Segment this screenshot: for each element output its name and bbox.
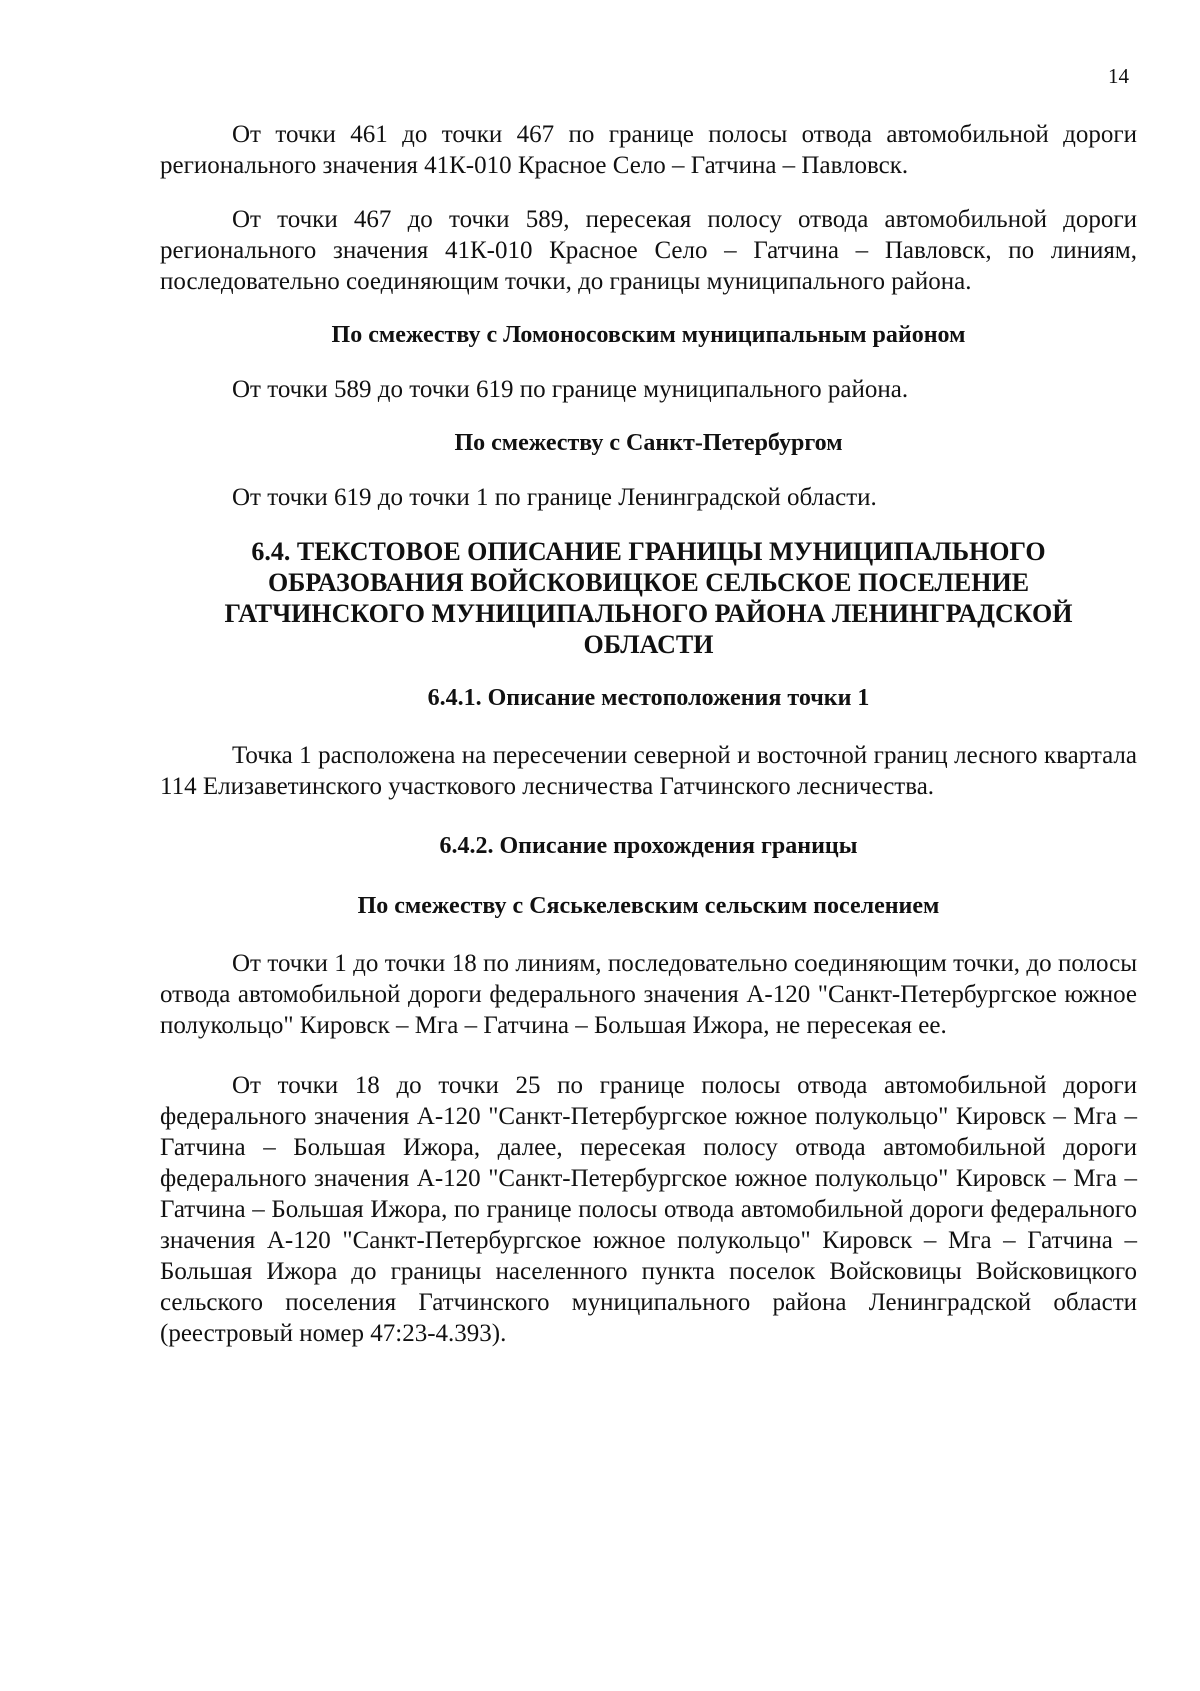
spacer <box>160 351 1137 374</box>
spacer <box>160 297 1137 320</box>
spacer <box>160 181 1137 204</box>
spacer <box>160 714 1137 740</box>
paragraph: От точки 461 до точки 467 по границе полосы отвода автомобильной дороги регионального значения 41К-010 Красное Село – Гатчина – Павловск. <box>160 121 1137 179</box>
subsection-heading: 6.4.2. Описание прохождения границы <box>439 833 858 859</box>
document-body <box>160 119 1137 1349</box>
page-number: 14 <box>1108 64 1129 88</box>
paragraph: От точки 467 до точки 589, пересекая полосу отвода автомобильной дороги регионального значения 41К-010 Красное Село – Гатчина – Павловск, по линиям, последовательно соединяющим точки, до границы муниципального района. <box>160 206 1137 295</box>
subsection-heading: По смежеству с Санкт-Петербургом <box>454 430 843 456</box>
spacer <box>160 1041 1137 1070</box>
paragraph: От точки 1 до точки 18 по линиям, последовательно соединяющим точки, до полосы отвода автомобильной дороги федерального значения А-120 "Санкт-Петербургское южное полукольцо" Кировск – Мга – Гатчина – Большая Ижора, не пересекая ее. <box>160 950 1137 1039</box>
spacer <box>160 862 1137 891</box>
paragraph: От точки 589 до точки 619 по границе муниципального района. <box>232 376 909 403</box>
spacer <box>160 660 1137 683</box>
paragraph: От точки 18 до точки 25 по границе полосы отвода автомобильной дороги федерального значения А-120 "Санкт-Петербургское южное полукольцо" Кировск – Мга – Гатчина – Большая Ижора, далее, пересекая полосу отвода автомобильной дороги федерального значения А-120 "Санкт-Петербургское южное полукольцо" Кировск – Мга – Гатчина – Большая Ижора, по границе полосы отвода автомобильной дороги федерального значения А-120 "Санкт-Петербургское южное полукольцо" Кировск – Мга – Гатчина – Большая Ижора до границы населенного пункта поселок Войсковицы Войсковицкого сельского поселения Гатчинского муниципального района Ленинградской области (реестровый номер 47:23-4.393). <box>160 1072 1137 1347</box>
section-title: 6.4. ТЕКСТОВОЕ ОПИСАНИЕ ГРАНИЦЫ МУНИЦИПАЛЬНОГО ОБРАЗОВАНИЯ ВОЙСКОВИЦКОЕ СЕЛЬСКОЕ ПОСЕЛЕНИЕ ГАТЧИНСКОГО МУНИЦИПАЛЬНОГО РАЙОНА ЛЕНИНГРАДСКОЙ ОБЛАСТИ <box>224 537 1073 659</box>
subsection-heading: По смежеству с Сяськелевским сельским поселением <box>357 893 940 919</box>
spacer <box>160 459 1137 482</box>
subsection-heading: 6.4.1. Описание местоположения точки 1 <box>427 685 870 711</box>
spacer <box>160 922 1137 948</box>
spacer <box>160 802 1137 831</box>
spacer <box>160 513 1137 536</box>
paragraph: От точки 619 до точки 1 по границе Ленинградской области. <box>232 484 877 511</box>
paragraph: Точка 1 расположена на пересечении северной и восточной границ лесного квартала 114 Елизаветинского участкового лесничества Гатчинского лесничества. <box>160 742 1137 800</box>
subsection-heading: По смежеству с Ломоносовским муниципальным районом <box>331 322 966 348</box>
spacer <box>160 405 1137 428</box>
